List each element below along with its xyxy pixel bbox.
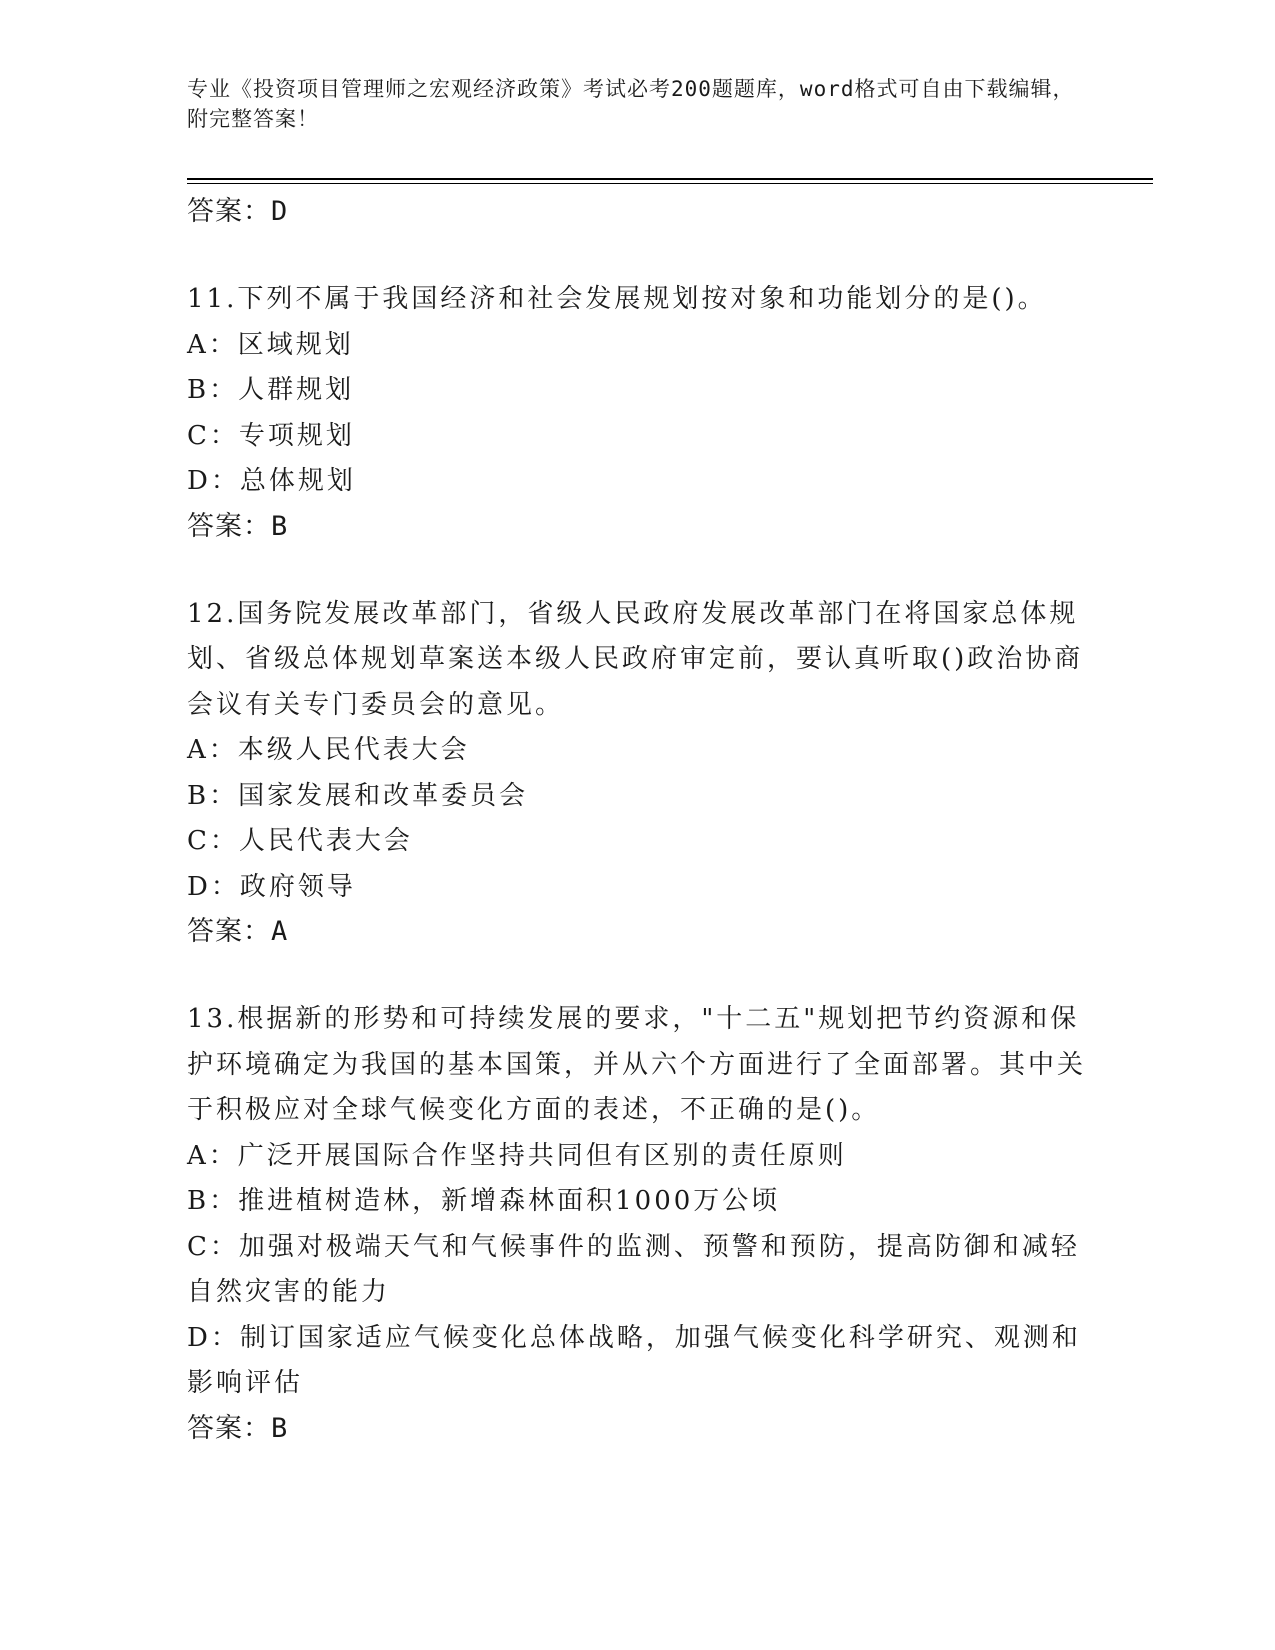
answer-label: 答案： xyxy=(187,1412,271,1444)
option-b: B：人群规划 xyxy=(187,375,355,405)
answer-line xyxy=(187,505,1087,549)
answer-line xyxy=(187,910,1087,954)
option-c: C：加强对极端天气和气候事件的监测、预警和预防，提高防御和减轻自然灾害的能力 xyxy=(187,1231,1080,1307)
question-11 xyxy=(187,277,1087,549)
answer-line xyxy=(187,1407,1087,1451)
answer-label: 答案： xyxy=(187,510,271,542)
answer-value: D xyxy=(271,196,289,227)
spacer xyxy=(187,234,1087,277)
answer-value: B xyxy=(271,510,289,542)
option-d: D：制订国家适应气候变化总体战略，加强气候变化科学研究、观测和影响评估 xyxy=(187,1322,1081,1398)
answer-value: A xyxy=(271,916,289,947)
question-stem: 12.国务院发展改革部门，省级人民政府发展改革部门在将国家总体规划、省级总体规划草案送本级人民政府审定前，要认真听取()政治协商会议有关专门委员会的意见。 xyxy=(187,598,1084,720)
document-header xyxy=(187,74,1077,134)
option-c: C：专项规划 xyxy=(187,420,355,451)
header-rule-thin xyxy=(187,183,1153,184)
answer-label: 答案： xyxy=(187,196,271,227)
question-13 xyxy=(187,997,1087,1451)
spacer xyxy=(187,549,1087,592)
header-rule-thick xyxy=(187,178,1153,180)
option-d: D：政府领导 xyxy=(187,871,356,902)
answer-value: B xyxy=(271,1412,289,1444)
answer-label: 答案： xyxy=(187,916,271,947)
option-a: A：本级人民代表大会 xyxy=(187,735,470,765)
option-a: A：广泛开展国际合作坚持共同但有区别的责任原则 xyxy=(187,1140,847,1171)
header-text: 专业《投资项目管理师之宏观经济政策》考试必考200题题库，word格式可自由下载编辑，附完整答案！ xyxy=(187,77,1075,131)
option-b: B：国家发展和改革委员会 xyxy=(187,780,529,811)
question-stem: 11.下列不属于我国经济和社会发展规划按对象和功能划分的是()。 xyxy=(187,284,1047,314)
spacer xyxy=(187,954,1087,997)
option-a: A：区域规划 xyxy=(187,329,354,360)
answer-line xyxy=(187,190,1087,234)
document-body xyxy=(187,190,1087,1451)
question-stem: 13.根据新的形势和可持续发展的要求，"十二五"规划把节约资源和保护环境确定为我国的基本国策，并从六个方面进行了全面部署。其中关于积极应对全球气候变化方面的表述，不正确的是()。 xyxy=(187,1004,1087,1125)
question-12 xyxy=(187,592,1087,955)
option-d: D：总体规划 xyxy=(187,466,356,496)
option-b: B：推进植树造林，新增森林面积1000万公顷 xyxy=(187,1186,781,1216)
option-c: C：人民代表大会 xyxy=(187,826,413,856)
